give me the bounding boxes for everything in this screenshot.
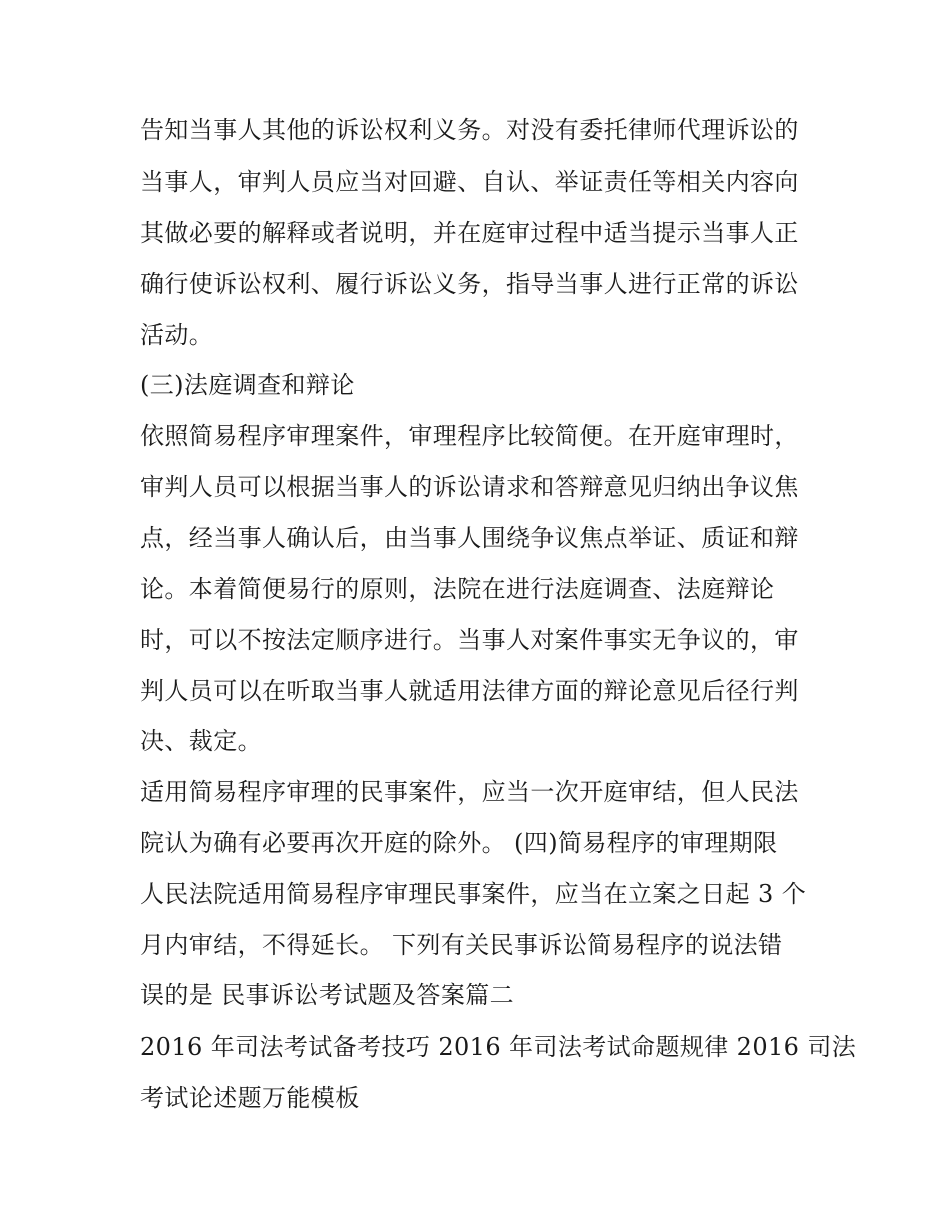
text-line: 论。本着简便易行的原则，法院在进行法庭调查、法庭辩论 [140,575,775,603]
text-line: 决、裁定。 [140,727,262,755]
text-line: 院认为确有必要再次开庭的除外。 (四)简易程序的审理期限 [140,829,778,857]
text-line: 确行使诉讼权利、履行诉讼义务，指导当事人进行正常的诉讼 [140,270,799,298]
text-line: 时，可以不按法定顺序进行。当事人对案件事实无争议的，审 [140,626,799,654]
text-line: 适用简易程序审理的民事案件，应当一次开庭审结，但人民法 [140,778,799,806]
text-line: 其做必要的解释或者说明，并在庭审过程中适当提示当事人正 [140,219,799,247]
text-line: 当事人，审判人员应当对回避、自认、举证责任等相关内容向 [140,168,799,196]
section-heading: (三)法庭调查和辩论 [140,371,355,399]
text-line: 告知当事人其他的诉讼权利义务。对没有委托律师代理诉讼的 [140,116,799,144]
text-line: 人民法院适用简易程序审理民事案件，应当在立案之日起 3 个 [140,880,807,908]
text-line: 2016 年司法考试备考技巧 2016 年司法考试命题规律 2016 司法 [140,1033,857,1061]
text-line: 考试论述题万能模板 [140,1084,360,1112]
text-line: 判人员可以在听取当事人就适用法律方面的辩论意见后径行判 [140,677,799,705]
text-line: 活动。 [140,321,214,349]
text-line: 月内审结，不得延长。 下列有关民事诉讼简易程序的说法错 [140,931,783,959]
text-line: 点，经当事人确认后，由当事人围绕争议焦点举证、质证和辩 [140,524,799,552]
text-line: 误的是 民事诉讼考试题及答案篇二 [140,981,515,1009]
text-line: 审判人员可以根据当事人的诉讼请求和答辩意见归纳出争议焦 [140,473,799,501]
text-line: 依照简易程序审理案件，审理程序比较简便。在开庭审理时， [140,422,799,450]
